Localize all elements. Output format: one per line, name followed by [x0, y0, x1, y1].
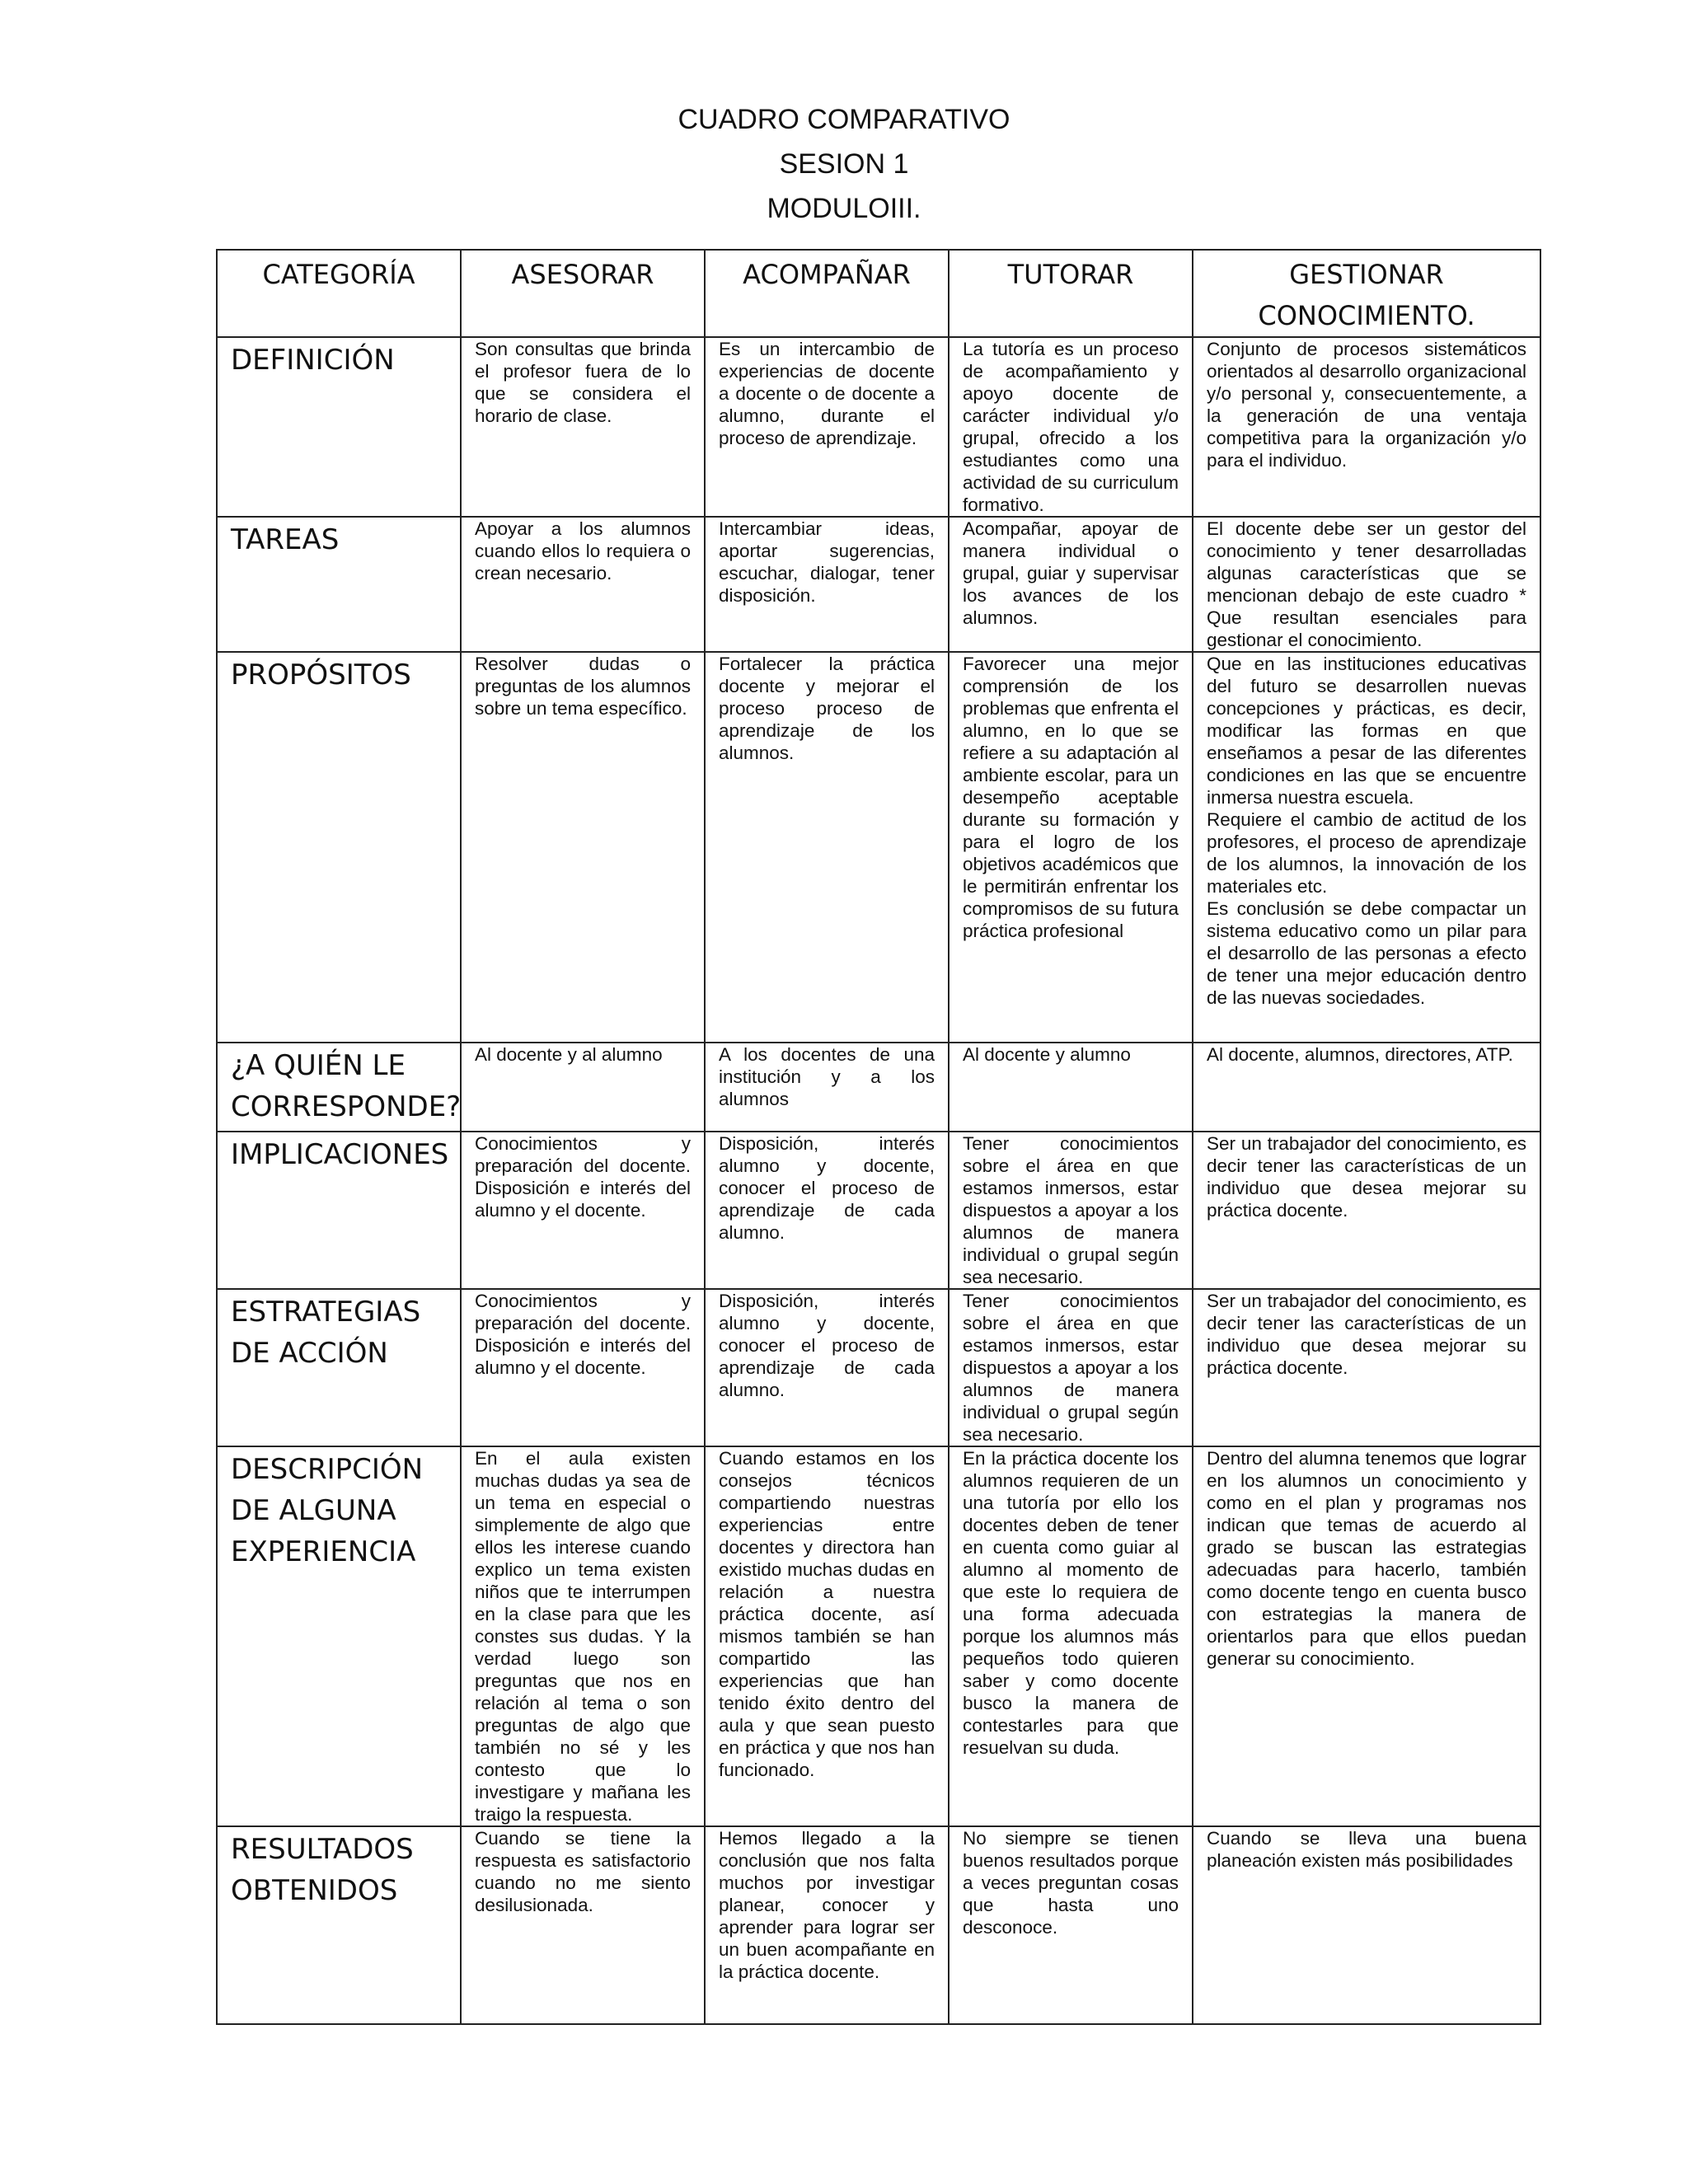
column-header-asesorar: ASESORAR	[461, 250, 705, 337]
table-row	[217, 1826, 1540, 2024]
cell-asesorar: Son consultas que brinda el profesor fuera de lo que se considera el horario de clase.	[461, 337, 705, 517]
row-category: ESTRATEGIAS DE ACCIÓN	[217, 1289, 461, 1446]
row-category: ¿A QUIÉN LE CORRESPONDE?	[217, 1043, 461, 1132]
cell-gestionar: Ser un trabajador del conocimiento, es decir tener las características de un individuo que desea mejorar su práctica docente.	[1193, 1289, 1540, 1446]
cell-acompanar: Disposición, interés alumno y docente, conocer el proceso de aprendizaje de cada alumno.	[705, 1289, 949, 1446]
cell-acompanar: Cuando estamos en los consejos técnicos compartiendo nuestras experiencias entre docentes y directora han existido muchas dudas en relación a nuestra práctica docente, así mismos también se han compartido las experiencias que han tenido éxito dentro del aula y que sean puesto en práctica y que nos han funcionado.	[705, 1446, 949, 1826]
cell-gestionar: Cuando se lleva una buena planeación existen más posibilidades	[1193, 1826, 1540, 2024]
cell-asesorar: Cuando se tiene la respuesta es satisfactorio cuando no me siento desilusionada.	[461, 1826, 705, 2024]
document-title-block	[0, 97, 1688, 231]
cell-gestionar: Que en las instituciones educativas del futuro se desarrollen nuevas concepciones y prácticas, es decir, modificar las formas en que enseñamos a pesar de las diferentes condiciones en las que se encuentre inmersa nuestra escuela. Requiere el cambio de actitud de los profesores, el proceso de aprendizaje de los alumnos, la innovación de los materiales etc. Es conclusión se debe compactar un sistema educativo como un pilar para el desarrollo de las personas a efecto de tener una mejor educación dentro de las nuevas sociedades.	[1193, 652, 1540, 1043]
row-category: TAREAS	[217, 517, 461, 652]
cell-tutorar: Favorecer una mejor comprensión de los problemas que enfrenta el alumno, en lo que se refiere a su adaptación al ambiente escolar, para un desempeño aceptable durante su formación y para el logro de los objetivos académicos que le permitirán enfrentar los compromisos de su futura práctica profesional	[949, 652, 1193, 1043]
row-category: DESCRIPCIÓN DE ALGUNA EXPERIENCIA	[217, 1446, 461, 1826]
column-header-gestionar: GESTIONAR CONOCIMIENTO.	[1193, 250, 1540, 337]
cell-tutorar: No siempre se tienen buenos resultados porque a veces preguntan cosas que hasta uno desconoce.	[949, 1826, 1193, 2024]
cell-tutorar: Al docente y alumno	[949, 1043, 1193, 1132]
cell-asesorar: Apoyar a los alumnos cuando ellos lo requiera o crean necesario.	[461, 517, 705, 652]
column-header-categoria: CATEGORÍA	[217, 250, 461, 337]
cell-gestionar: Ser un trabajador del conocimiento, es decir tener las características de un individuo que desea mejorar su práctica docente.	[1193, 1132, 1540, 1289]
row-category: DEFINICIÓN	[217, 337, 461, 517]
document-title: CUADRO COMPARATIVO	[678, 104, 1010, 135]
cell-gestionar: El docente debe ser un gestor del conocimiento y tener desarrolladas algunas características que se mencionan debajo de este cuadro * Que resultan esenciales para gestionar el conocimiento.	[1193, 517, 1540, 652]
cell-tutorar: Tener conocimientos sobre el área en que estamos inmersos, estar dispuestos a apoyar a los alumnos de manera individual o grupal según sea necesario.	[949, 1132, 1193, 1289]
cell-acompanar: Hemos llegado a la conclusión que nos falta muchos por investigar planear, conocer y aprender para lograr ser un buen acompañante en la práctica docente.	[705, 1826, 949, 2024]
cell-gestionar: Al docente, alumnos, directores, ATP.	[1193, 1043, 1540, 1132]
cell-acompanar: Disposición, interés alumno y docente, conocer el proceso de aprendizaje de cada alumno.	[705, 1132, 949, 1289]
table-row	[217, 1132, 1540, 1289]
cell-asesorar: Resolver dudas o preguntas de los alumnos sobre un tema específico.	[461, 652, 705, 1043]
table-row	[217, 652, 1540, 1043]
cell-tutorar: Acompañar, apoyar de manera individual o grupal, guiar y supervisar los avances de los alumnos.	[949, 517, 1193, 652]
table-row	[217, 517, 1540, 652]
row-category: IMPLICACIONES	[217, 1132, 461, 1289]
cell-acompanar: Es un intercambio de experiencias de docente a docente o de docente a alumno, durante el proceso de aprendizaje.	[705, 337, 949, 517]
cell-tutorar: Tener conocimientos sobre el área en que estamos inmersos, estar dispuestos a apoyar a los alumnos de manera individual o grupal según sea necesario.	[949, 1289, 1193, 1446]
cell-gestionar: Dentro del alumna tenemos que lograr en los alumnos un conocimiento y como en el plan y programas nos indican que temas de acuerdo al grado se buscan las estrategias adecuadas para hacerlo, también como docente tengo en cuenta busco con estrategias la manera de orientarlos para que ellos puedan generar su conocimiento.	[1193, 1446, 1540, 1826]
cell-acompanar: Fortalecer la práctica docente y mejorar el proceso proceso de aprendizaje de los alumnos.	[705, 652, 949, 1043]
cell-asesorar: En el aula existen muchas dudas ya sea de un tema en especial o simplemente de algo que ellos les interese cuando explico un tema existen niños que te interrumpen en la clase para que les constes sus dudas. Y la verdad luego son preguntas que nos en relación al tema o son preguntas de algo que también no sé y les contesto que lo investigare y mañana les traigo la respuesta.	[461, 1446, 705, 1826]
cell-asesorar: Conocimientos y preparación del docente. Disposición e interés del alumno y el docente.	[461, 1132, 705, 1289]
cell-tutorar: La tutoría es un proceso de acompañamiento y apoyo docente de carácter individual y/o grupal, ofrecido a los estudiantes como una actividad de su curriculum formativo.	[949, 337, 1193, 517]
table-row	[217, 337, 1540, 517]
module-label: MODULOIII.	[767, 193, 921, 224]
cell-acompanar: A los docentes de una institución y a los alumnos	[705, 1043, 949, 1132]
comparison-table	[216, 249, 1541, 2025]
table-row	[217, 1289, 1540, 1446]
cell-asesorar: Conocimientos y preparación del docente. Disposición e interés del alumno y el docente.	[461, 1289, 705, 1446]
table-header-row	[217, 250, 1540, 337]
cell-gestionar: Conjunto de procesos sistemáticos orientados al desarrollo organizacional y/o personal y, consecuentemente, a la generación de una ventaja competitiva para la organización y/o para el individuo.	[1193, 337, 1540, 517]
cell-tutorar: En la práctica docente los alumnos requieren de un una tutoría por ello los docentes deben de tener en cuenta como guiar al alumno al momento de que este lo requiera de una forma adecuada porque los alumnos más pequeños todo quieren saber y como docente busco la manera de contestarles para que resuelvan su duda.	[949, 1446, 1193, 1826]
table-row	[217, 1446, 1540, 1826]
cell-acompanar: Intercambiar ideas, aportar sugerencias, escuchar, dialogar, tener disposición.	[705, 517, 949, 652]
session-label: SESION 1	[779, 148, 909, 180]
cell-asesorar: Al docente y al alumno	[461, 1043, 705, 1132]
column-header-tutorar: TUTORAR	[949, 250, 1193, 337]
row-category: PROPÓSITOS	[217, 652, 461, 1043]
table-row	[217, 1043, 1540, 1132]
column-header-acompanar: ACOMPAÑAR	[705, 250, 949, 337]
row-category: RESULTADOS OBTENIDOS	[217, 1826, 461, 2024]
